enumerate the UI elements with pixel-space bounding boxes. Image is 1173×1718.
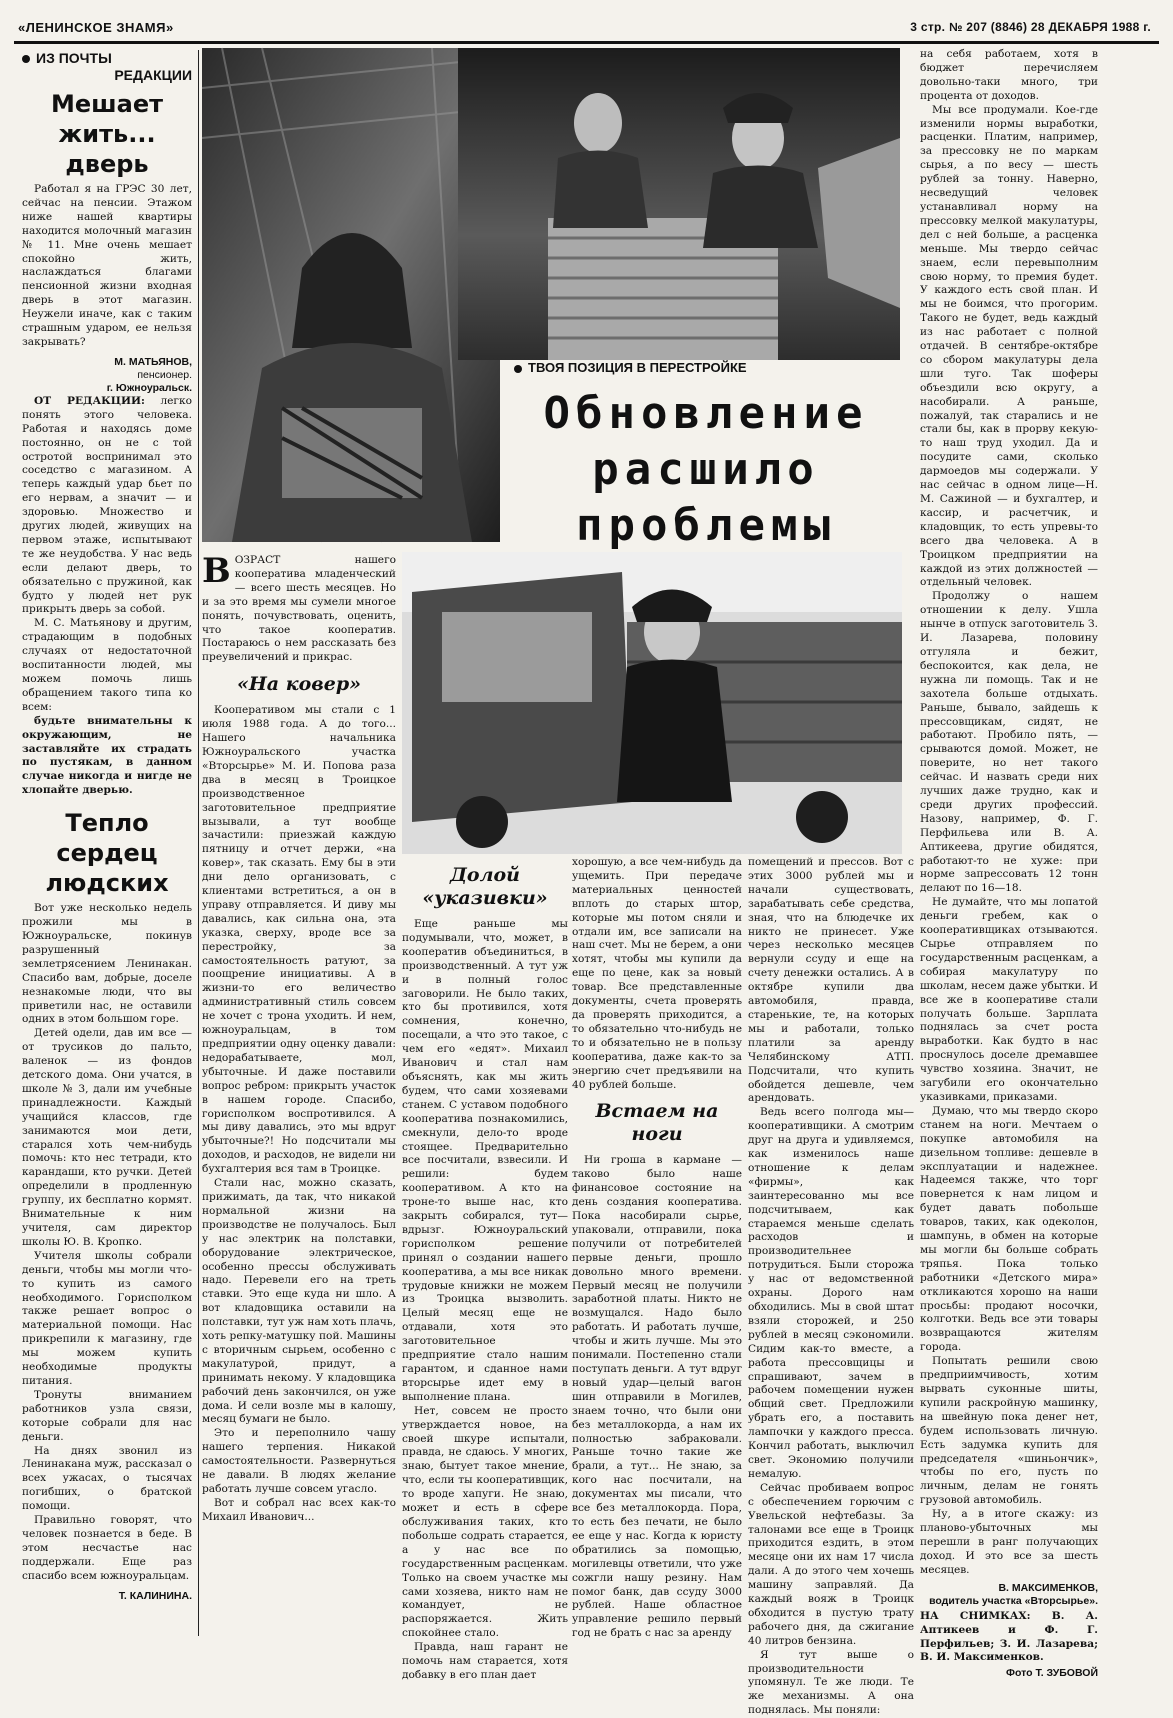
col4-p4: Я тут выше о производительности упомянул. Те же люди. Те же механизмы. А она поднялась. Мы поняли: — [748, 1648, 914, 1717]
drop-cap: В — [202, 551, 231, 591]
warmth-p4: Тронуты вниманием работников узла связи, которые собрали для нас деньги. — [22, 1388, 192, 1443]
editorial-appeal: будьте внимательны к окружающим, не заставляйте их страдать по пустякам, в данном случае никогда и нигде не хлопайте дверью. — [22, 714, 192, 797]
paper-name: «ЛЕНИНСКОЕ ЗНАМЯ» — [18, 20, 174, 35]
photo-driver-truck — [402, 552, 902, 854]
article-column-5 — [920, 48, 1098, 1680]
warmth-p6: Правильно говорят, что человек познается в беде. В этом несчастье нас поддержали. Еще раз спасибо всем южноуральцам. — [22, 1514, 192, 1582]
warmth-p5: На днях звонил из Ленинакана муж, рассказал о всех ужасах, о тысячах погибших, о братской помощи. — [22, 1444, 192, 1513]
col5-p3: Продолжу о нашем отношении к делу. Ушла нынче в отпуск заготовитель З. И. Лазарева, половину отгуляла и бежит, беспокоится, как дела, не нужна ли помощь. Так и не захотела больше отдыхать. Раньше, бывало, зайдешь к прессовщикам, сидят, не работают. Пробило пять, —срываются домой. Может, не поверите, но нет такого сейчас. И назвать среди них лучших даже трудно, как и среди других профессий. Назову, например, Ф. Г. Перфильева или В. А. Аптикеева, другие обидятся, работают-то не хуже: при норме запрессовать 12 тонн делают по 16—18. — [920, 590, 1098, 895]
warmth-p1: Вот уже несколько недель прожили мы в Южноуральске, покинув разрушенный землетрясением Ленинакан. Спасибо вам, добрые, доселе незнакомые люди, что вы приветили нас, не оставили одних в этом большом горе. — [22, 902, 192, 1026]
photo-press-workers — [458, 48, 900, 360]
letter-text: Работал я на ГРЭС 30 лет, сейчас на пенсии. Этажом ниже нашей квартиры находится молочный магазин № 11. Мне очень мешает спокойно жить, наслаждаться благами пенсионной жизни входная дверь в этот магазин. Неужели иначе, как с таким страшным ударом, ее нельзя закрывать? — [22, 183, 192, 348]
subhead-getting-on-feet: Встаем на ноги — [595, 1100, 719, 1146]
photo-caption: НА СНИМКАХ: В. А. Аптикеев и Ф. Г. Перфильев; З. И. Лазарева; В. И. Максименков. — [920, 1609, 1098, 1664]
letter-signature-city: г. Южноуральск. — [106, 381, 192, 394]
col2-p2: Нет, совсем не просто утверждается новое, на своей шкуре испытали, правда, не сдаюсь. У многих, знаю, бытует такое мнение, что, если ты кооперативщик, то вроде хапуги. Не знаю, может и есть в сфере обслуживания таких, кто побольше содрать старается, а у нас все по государственным расценкам. Только на своем участке мы сами хозяева, никто нам не командует, не распоряжается. Жить спокойнее стало. — [402, 1404, 568, 1640]
column-rule — [198, 50, 199, 1636]
col5-p7: Ну, а в итоге скажу: из планово-убыточных мы перешли в ранг получающих доход. И это все за шесть месяцев. — [920, 1508, 1098, 1576]
section-tag: ТВОЯ ПОЗИЦИЯ В ПЕРЕСТРОЙКЕ — [514, 360, 747, 375]
masthead — [14, 14, 1159, 44]
warmth-p3: Учителя школы собрали деньги, чтобы мы могли что-то купить из самого необходимого. Горисполком также решает вопрос о материальной помощи. Нас прикрепили к магазину, где мы можем купить необходимые продукты питания. — [22, 1249, 192, 1387]
photo-credit: Фото Т. ЗУБОВОЙ — [1006, 1667, 1098, 1680]
rubric-mail-2: РЕДАКЦИИ — [114, 67, 192, 83]
main-headline-line-2: расшило — [592, 444, 820, 495]
col5-p2: Мы все продумали. Кое-где изменили нормы выработки, расценки. Платим, например, за прессовку не по маркам сырья, а по весу — шесть рублей за тонну. Наверно, несведущий человек устанавливал норму на прессовку мелкой макулатуры, дел с ней больше, а расценка меньше. Мы твердо сейчас знаем, если перевыполним свою норму, то премия будет. У каждого есть свой план. И мы не боимся, что прогорим. Такого не будет, ведь каждый из нас работает с полной отдачей. В сентябре-октябре со сбором макулатуры дела шли туго. Так шоферы объездили всю округу, а насобирали. А раньше, пожалуй, так старались и не стали бы, как в прорву кекую-то наш труд уходил. Да и посудите сами, сколько дармоедов мы содержали. У нас сейчас в одном лице—Н. М. Сажиной — и бухгалтер, и кассир, и расчетчик, и кладовщик, то есть упревы-то всего два человека. А в Троицком предприятии на каждой из этих должностей — отдельный человек. — [920, 103, 1098, 589]
subhead-carpet: «На ковер» — [236, 673, 361, 696]
caption-label: НА СНИМКАХ: — [920, 1609, 1031, 1622]
warmth-signature: Т. КАЛИНИНА. — [118, 1589, 192, 1602]
article-column-4 — [748, 856, 914, 1717]
col1-p3: Это и переполнило чашу нашего терпения. Никакой самостоятельности. Развернуться не давали. В людях желание работать лучше совсем угасло. — [202, 1427, 396, 1495]
col5-p5: Думаю, что мы твердо скоро станем на ноги. Мечтаем о покупке автомобиля на дизельном топливе: дешевле в эксплуатации и надежнее. Надеемся также, что торг повернется к нам лицом и будет давать побольше товаров, таких, как одеколон, шампунь, в обмен на которые мы могли бы больше собрать тряпья. Пока только работники «Детского мира» откликаются хорошо на наши просьбы: продают носочки, колготки. Ведь все эти товары возвращаются жителям города. — [920, 1104, 1098, 1354]
subhead-down-with-orders: Долой «указивки» — [422, 864, 548, 909]
col1-p4: Вот и собрал нас всех как-то Михаил Иванович... — [202, 1496, 396, 1523]
main-headline-line-3: проблемы — [576, 500, 836, 551]
article-column-1 — [202, 551, 396, 1636]
left-column — [22, 50, 192, 1636]
col2-p1: Еще раньше мы подумывали, что, может, в кооператив объединиться, в производственный. А тут уж и в полный голос заговорили. Не было таких, кто бы противился, хотя сомнения, конечно, посещали, а что это такое, с чем его «едят». Михаил Иванович и стал нам объяснять, как мы жить будем, что сами хозяевами станем. С уставом подобного кооператива познакомились, смекнули, дело-то вроде стоящее. Предварительно все посчитали, взвесили. И решили: будем кооперативом. А кто на троне-то выше нас, кто закрыть собирался, тут—вдрызг. Южноуральский горисполком решение принял о создании нашего кооператива, а мы все никак трудовые книжки не можем из Троицка вызволить. Целый месяц еще не отдавали, хотя это заготовительное предприятие стало нашим гарантом, и сданное нами вторсырье идет ему в выполнение плана. — [402, 918, 568, 1403]
issue-info: 3 стр. № 207 (8846) 28 ДЕКАБРЯ 1988 г. — [910, 20, 1151, 34]
col1-p2: Стали нас, можно сказать, прижимать, да так, что никакой нормальной жизни на производстве не получалось. Был у нас электрик на полставки, оборудование электрическое, особенно прессы обслуживать надо. Перевели его на треть ставки. Это еще куда ни шло. А вот кладовщика оставили на полставки, тут уж нам хоть плачь, хоть репку-матушку пой. Машины с вторичным сырьем, особенно с макулатурой, придут, а принимать некому. У кладовщика рабочий день закончился, он уже дома. И сели возле мы в калошу, месяц бумаги не было. — [202, 1177, 396, 1426]
newspaper-page — [14, 14, 1159, 1717]
editorial-text: М. С. Матьянову и другим, страдающим в подобных случаях от недостаточной воспитанности людей, мы можем помочь лишь обращением такого типа ко всем: — [22, 617, 192, 713]
photo-woman-with-rags — [202, 48, 500, 542]
intro-text: ВОЗРАСТ нашего кооператива младенческий — всего шесть месяцев. Но и за это время мы сумели многое понять, почувствовать, оценить, что такое кооператив. Постараюсь о нем рассказать без преувеличений и прикрас. — [202, 551, 396, 664]
editorial-reply: ОТ РЕДАКЦИИ: легко понять этого человека. Работая и находясь доме постоянно, он не с той остротой воспринимал это соседство с магазином. А теперь каждый удар бьет по его нервам, а значит — и здоровью. Множество и других людей, живущих на первом этаже, испытывают те же неудобства. У нас ведь если делают дверь, то обязательно с пружиной, как будто у людей нет рук прикрыть дверь за собой. — [22, 394, 192, 616]
col5-p4: Не думайте, что мы лопатой деньги гребем, как о кооперативщиках отзываются. Сырье отправляем по государственным расценкам, а собирая макулатуру по школам, несем даже убытки. И все же в кооперативе стали получать больше. Зарплата поднялась за счет роста выработки. Как будто в нас проснулось доселе дремавшее чувство хозяина. Значит, не загубили его окончательно указивками, приказами. — [920, 896, 1098, 1103]
headline-warmth: Тепло сердец людских — [45, 809, 169, 898]
col2-p3: Правда, наш гарант не помочь нам старается, хотя добавку в его план дает — [402, 1641, 568, 1681]
headline-door: Мешает жить... дверь — [50, 90, 164, 178]
col5-p6: Попытать решили свою предприимчивость, хотим вырвать суконные шиты, купили раскройную машинку, на швейную пока денег нет, будем использовать личную. Есть задумка купить для председателя «шиньончик», чтобы по его, пусть по личным, делам не гонять грузовой автомобиль. — [920, 1355, 1098, 1507]
warmth-p2: Детей одели, дав им все — от трусиков до пальто, валенок — из фондов детского дома. Они учатся, в школе № 3, дали им учебные принадлежности. Каждый учащийся классов, где занимаются мои дети, старался хоть чем-нибудь помочь: кто нес тетради, кто карандаши, кто ручки. Детей определили в продленную группу, их бесплатно кормят. Внимательные к ним учителя, сам директор школы Ю. В. Кропко. — [22, 1027, 192, 1248]
col5-p1: на себя работаем, хотя в бюджет перечисляем довольно-таки много, три процента от доходов. — [920, 48, 1098, 102]
col3-p2: Ни гроша в кармане — таково было наше финансовое состояние на день создания кооператива. Пока насобирали сырье, упаковали, отправили, пока получили от потребителей первые деньги, прошло довольно много времени. Первый месяц не получили заработной платы. Никто не возмущался. Надо было работать. И работать лучше, чтобы и жить лучше. Мы это понимали. Постепенно стали поступать деньги. А тут вдруг новый удар—целый вагон шин отправили в Могилев, знаем точно, что были они без металлокорда, а нам их полностью забраковали. Раньше точно такие же брали, а тут... Не знаю, за кого нас посчитали, на документах мы писали, что все без металлокорда. Пора, то есть без печати, не было ее еще у нас. Когда к юристу обратились за помощью, могилевцы ответили, что уже сожгли нашу резину. Нам помог банк, дав ссуду 3000 рублей. Наше областное управление решило первый год не брать с нас за аренду — [572, 1154, 742, 1640]
editorial-label: ОТ РЕДАКЦИИ: — [34, 394, 145, 407]
letter-signature-role: пенсионер. — [137, 368, 192, 381]
col4-p1: помещений и прессов. Вот с этих 3000 рублей мы и начали существовать, зарабатывать себе средства, зная, что на блюдечке их никто не принесет. Уже через несколько месяцев вернули ссуду и еще на счету денежки остались. А в октябре купили два автомобиля, правда, старенькие, те, на которых мы и работали, только платили за аренду Челябинскому АТП. Подсчитали, что купить обойдется дешевле, чем арендовать. — [748, 856, 914, 1105]
col4-p3: Сейчас пробиваем вопрос с обеспечением горючим с Увельской нефтебазы. За талонами все еще в Троицк приходится ездить, в этом месяце они их нам 17 числа дали. А до этого чем хочешь машину заправляй. Да каждый вояж в Троицк обходится в пустую трату рабочего дня, да сжигание 40 литров бензина. — [748, 1481, 914, 1647]
article-column-2 — [402, 856, 568, 1681]
main-headline-line-1: Обновление — [543, 388, 869, 439]
col3-p1: хорошую, а все чем-нибудь да ущемить. При передаче материальных ценностей вплоть до старых штор, которые мы потом сняли и отдали им, все записали на наш счет. Мы не берем, а они хотят, чтобы мы купили да еще по цене, как за новый товар. Все представленные документы, счета проверять да проверять приходится, а то обязательно что-нибудь не то и обязательно не в пользу кооператива, даже как-то за энергию счет предъявили на 40 рублей больше. — [572, 856, 742, 1091]
rubric-mail: ИЗ ПОЧТЫ — [22, 50, 192, 67]
col1-p1: Кооперативом мы стали с 1 июля 1988 года. А до того... Нашего начальника Южноуральского участка «Вторсырье» М. И. Попова раза два в месяц в Троицкое производственное заготовительное предприятие вызывали, а тут вообще зачастили: приезжай каждую пятницу и отчет держи, «на ковер», так сказать. Ему бы в эти дни дело организовать, с клиентами встретиться, а он в управу отправляется. И диву мы давались, как сильна она, эта указка, сверху, вроде все за перестройку, за самостоятельность ратуют, за поощрение инициативы. А в жизни-то его величество административный стиль совсем не хочет с трона уходить. И нем, южноуральцам, в том предприятии одну оценку давали: недорабатываете, мол, убыточные. И даже поставили вопрос ребром: прикрыть участок в нашем городе. Спасибо, горисполком воспротивился. А мы диву давались, это мы вдруг убыточные?! Но подсчитали мы доходов, и расходов, не видели ни бухгалтерия вся там в Троицке. — [202, 704, 396, 1176]
letter-signature: М. МАТЬЯНОВ, — [114, 355, 192, 368]
article-column-3 — [572, 856, 742, 1640]
col4-p2: Ведь всего полгода мы—кооперативщики. А смотрим друг на друга и удивляемся, как изменилось наше отношение к делам «фирмы», как заинтересованно мы все подсчитываем, как стараемся меньше сделать расходов и производительнее потрудиться. Были сторожа у нас от ведомственной охраны. Дорого нам обходились. Мы в свой штат взяли сторожей, и 250 рублей в месяц сэкономили. Сидим как-то вместе, а работа прессовщицы и спрашивают, зачем в рабочем помещении нужен общий свет. Предложили убрать его, а поставить лампочки у каждого пресса. Кончил работать, выключил свет. Экономию получили немалую. — [748, 1106, 914, 1480]
author-signature: В. МАКСИМЕНКОВ, — [998, 1581, 1098, 1594]
author-role: водитель участка «Вторсырье». — [929, 1594, 1098, 1607]
